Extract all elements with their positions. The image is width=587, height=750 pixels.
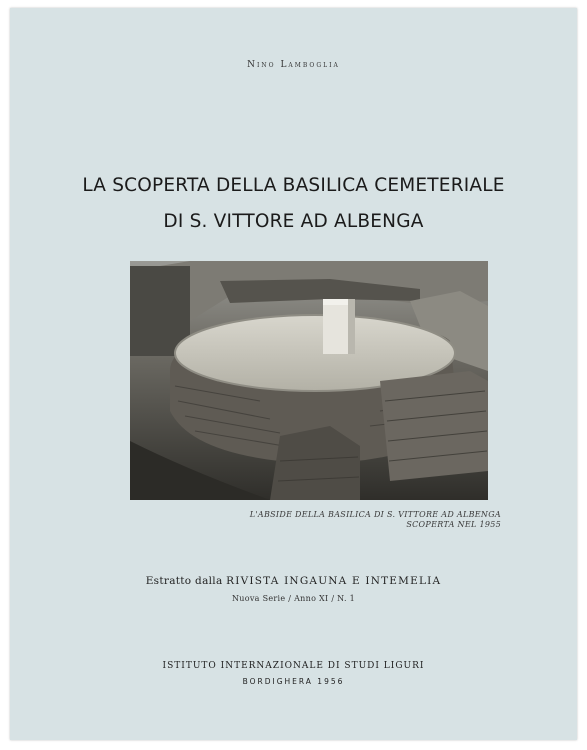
publisher-name: ISTITUTO INTERNAZIONALE DI STUDI LIGURI: [162, 661, 425, 671]
book-title: [10, 168, 577, 240]
title-line-2: DI S. VITTORE AD ALBENGA: [163, 211, 424, 232]
title-line-1: LA SCOPERTA DELLA BASILICA CEMETERIALE: [82, 175, 505, 196]
caption-line-2: SCOPERTA NEL 1955: [406, 520, 501, 529]
offprint-note: [10, 575, 577, 587]
cover-photograph: [130, 261, 488, 500]
caption-line-1: L'ABSIDE DELLA BASILICA DI S. VITTORE AD ALBENGA: [249, 510, 501, 519]
journal-name: RIVISTA INGAUNA E INTEMELIA: [226, 575, 442, 587]
author-name: Nino Lamboglia: [247, 60, 340, 70]
apse-ruins-photo: [130, 261, 488, 500]
photo-caption: [250, 510, 501, 530]
series-info: Nuova Serie / Anno XI / N. 1: [231, 594, 356, 603]
place-and-year: BORDIGHERA 1956: [242, 677, 345, 686]
offprint-prefix: Estratto dalla: [145, 575, 223, 587]
booklet-cover: [10, 8, 577, 740]
